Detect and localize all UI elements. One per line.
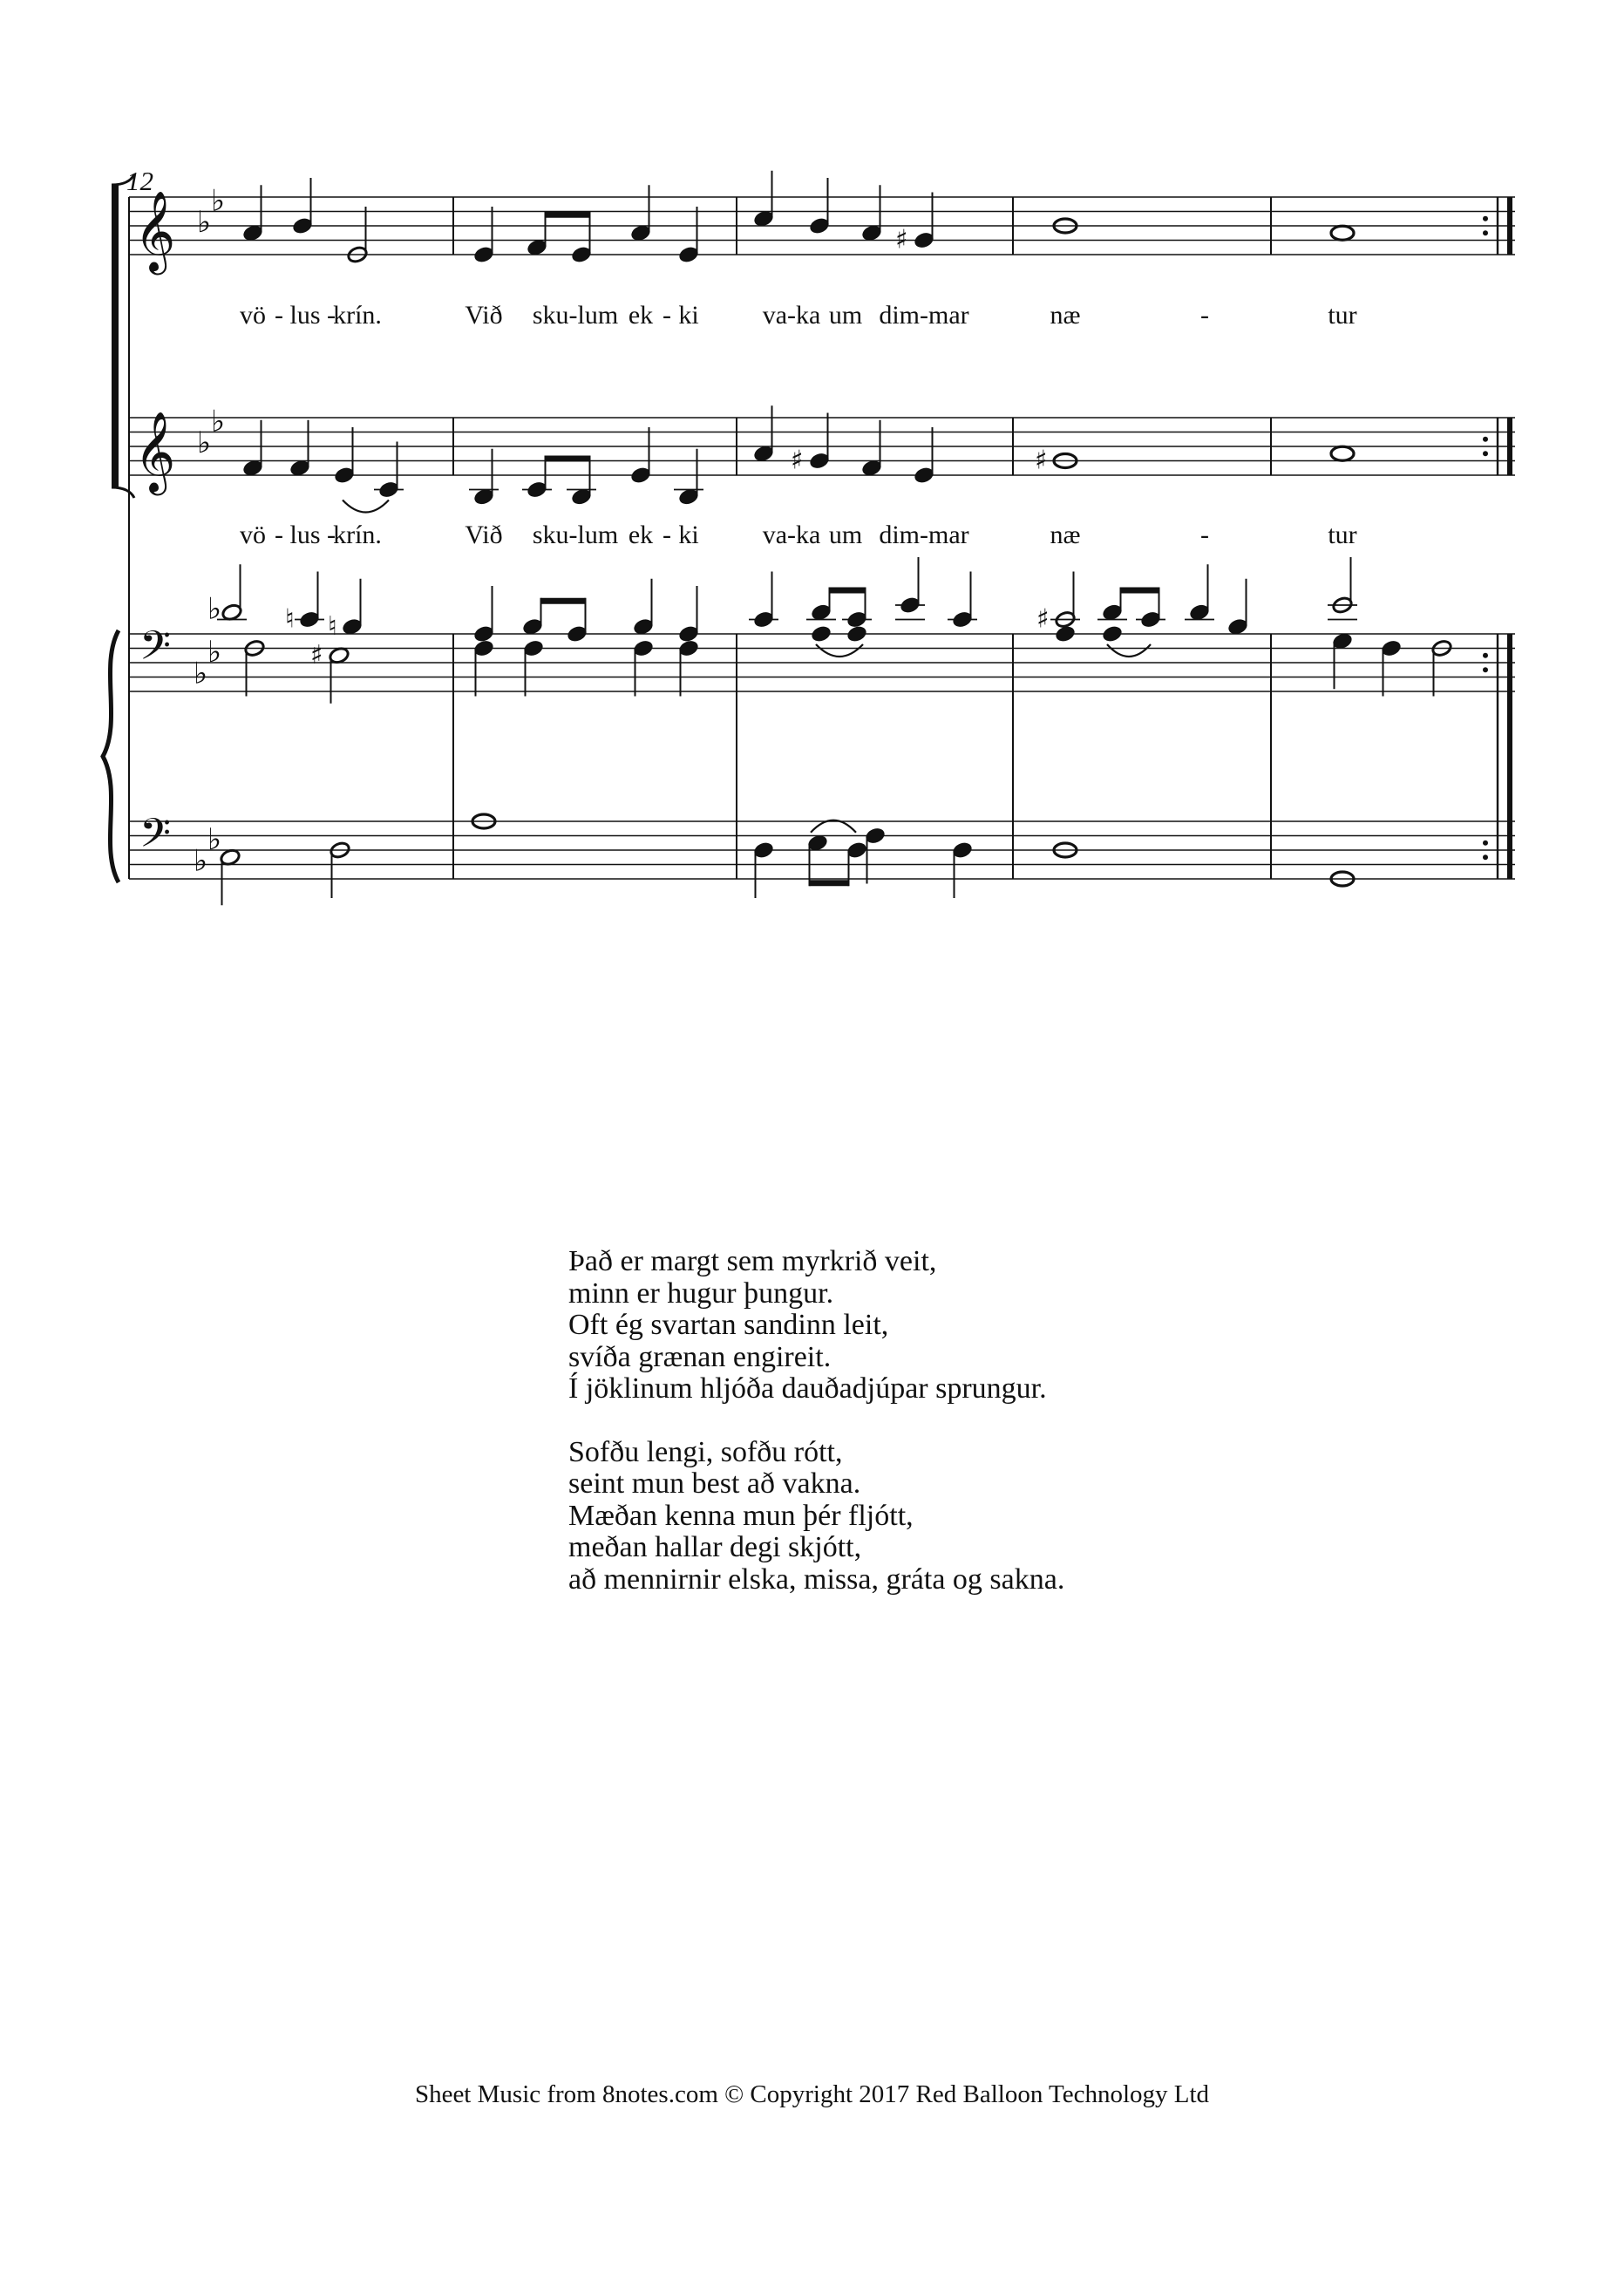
tie [816,644,863,657]
poem-line: seint mun best að vakna. [568,1467,861,1500]
lyric-syllable: tur [1328,521,1357,549]
beam [1121,588,1159,594]
bass-clef-icon: 𝄢 [139,810,172,867]
flat-icon: ♭ [197,205,212,240]
treble-clef-icon: 𝄞 [134,411,176,492]
lyric-syllable: um [828,301,863,330]
lyric-syllable: krín. [333,301,382,330]
lyric-syllable: ki [678,301,699,330]
piano-brace [103,630,119,882]
lyric-syllable: Við [465,521,503,549]
lyric-syllable: - [327,301,336,330]
repeat-dot [1483,854,1488,860]
whole-note [1331,226,1354,240]
score-system [103,166,1515,905]
repeat-dot [1483,437,1488,442]
lyric-syllable: vö [240,301,266,330]
tie [811,820,856,833]
sharp-icon: ♯ [791,445,804,476]
whole-note [1331,446,1354,460]
treble-clef-icon: 𝄞 [134,190,176,271]
natural-icon: ♮ [328,610,337,642]
poem-line: að mennirnir elska, missa, gráta og sakna. [568,1562,1065,1596]
bass-clef-icon: 𝄢 [139,623,172,679]
beam [830,588,866,594]
copyright-footer: Sheet Music from 8notes.com © Copyright 2017 Red Balloon Technology Ltd [414,2080,1210,2108]
notehead [1102,624,1124,643]
flat-icon: ♭ [207,821,222,857]
flat-icon: ♭ [197,425,212,460]
poem-line: Það er margt sem myrkrið veit, [568,1245,937,1277]
measure-number: 12 [126,166,153,196]
beam [546,456,590,462]
lyric-syllable: dim-mar [879,301,969,330]
beam [810,880,849,886]
beam [541,598,586,604]
poem-line: Sofðu lengi, sofðu rótt, [568,1435,843,1468]
lyric-syllable: - [663,301,671,330]
lyric-syllable: sku-lum [532,301,619,330]
tie [1107,644,1151,657]
lyric-syllable: - [275,521,283,549]
natural-icon: ♮ [285,603,295,635]
poem-text [568,1246,1440,1627]
flat-icon: ♭ [211,404,226,439]
repeat-dot [1483,841,1488,846]
flat-icon: ♭ [207,634,222,670]
repeat-dot [1483,230,1488,235]
lyric-syllable: vö [240,521,266,549]
poem-line: svíða grænan engireit. [568,1340,832,1373]
lyric-syllable: krín. [333,521,382,549]
flat-icon: ♭ [194,656,208,691]
lyric-syllable: ek [628,301,654,330]
poem-line: Í jöklinum hljóða dauðadjúpar sprungur. [568,1372,1047,1405]
repeat-dot [1483,667,1488,672]
lyric-syllable: Við [465,301,503,330]
lyric-syllable: sku-lum [532,521,619,549]
repeat-dot [1483,216,1488,221]
lyric-syllable: - [1200,301,1209,330]
lyric-syllable: lus [289,301,321,330]
sharp-icon: ♯ [310,639,323,671]
sharp-icon: ♯ [895,224,908,255]
lyric-syllable: ek [628,521,654,549]
sharp-icon: ♯ [1036,603,1050,635]
flat-icon: ♭ [207,591,222,627]
lyric-syllable: - [275,301,283,330]
tie [343,500,389,513]
poem-line: meðan hallar degi skjótt, [568,1531,862,1563]
notehead [846,624,868,643]
lyric-syllable: tur [1328,301,1357,330]
music-score [0,0,1624,959]
notehead [1055,624,1077,643]
poem-line: Mæðan kenna mun þér fljótt, [568,1499,914,1532]
flat-icon: ♭ [194,843,208,879]
repeat-dot [1483,653,1488,658]
lyric-syllable: um [828,521,863,549]
lyric-syllable: ki [678,521,699,549]
lyric-syllable: va-ka [762,301,821,330]
sharp-icon: ♯ [1035,445,1048,476]
flat-icon: ♭ [211,183,226,219]
poem-line: Oft ég svartan sandinn leit, [568,1309,889,1341]
poem-stanza-1 [568,1246,1440,1406]
poem-line: minn er hugur þungur. [568,1276,834,1310]
notehead [811,624,832,643]
lyric-syllable: lus [289,521,321,549]
lyric-syllable: - [1200,521,1209,549]
poem-stanza-2 [568,1437,1440,1596]
lyric-syllable: dim-mar [879,521,969,549]
lyric-syllable: va-ka [762,521,821,549]
repeat-dot [1483,451,1488,456]
lyric-syllable: næ [1050,301,1081,330]
lyric-syllable: næ [1050,521,1081,549]
choir-bracket [112,487,134,498]
lyric-syllable: - [327,521,336,549]
lyric-syllable: - [663,521,671,549]
beam [546,212,590,218]
